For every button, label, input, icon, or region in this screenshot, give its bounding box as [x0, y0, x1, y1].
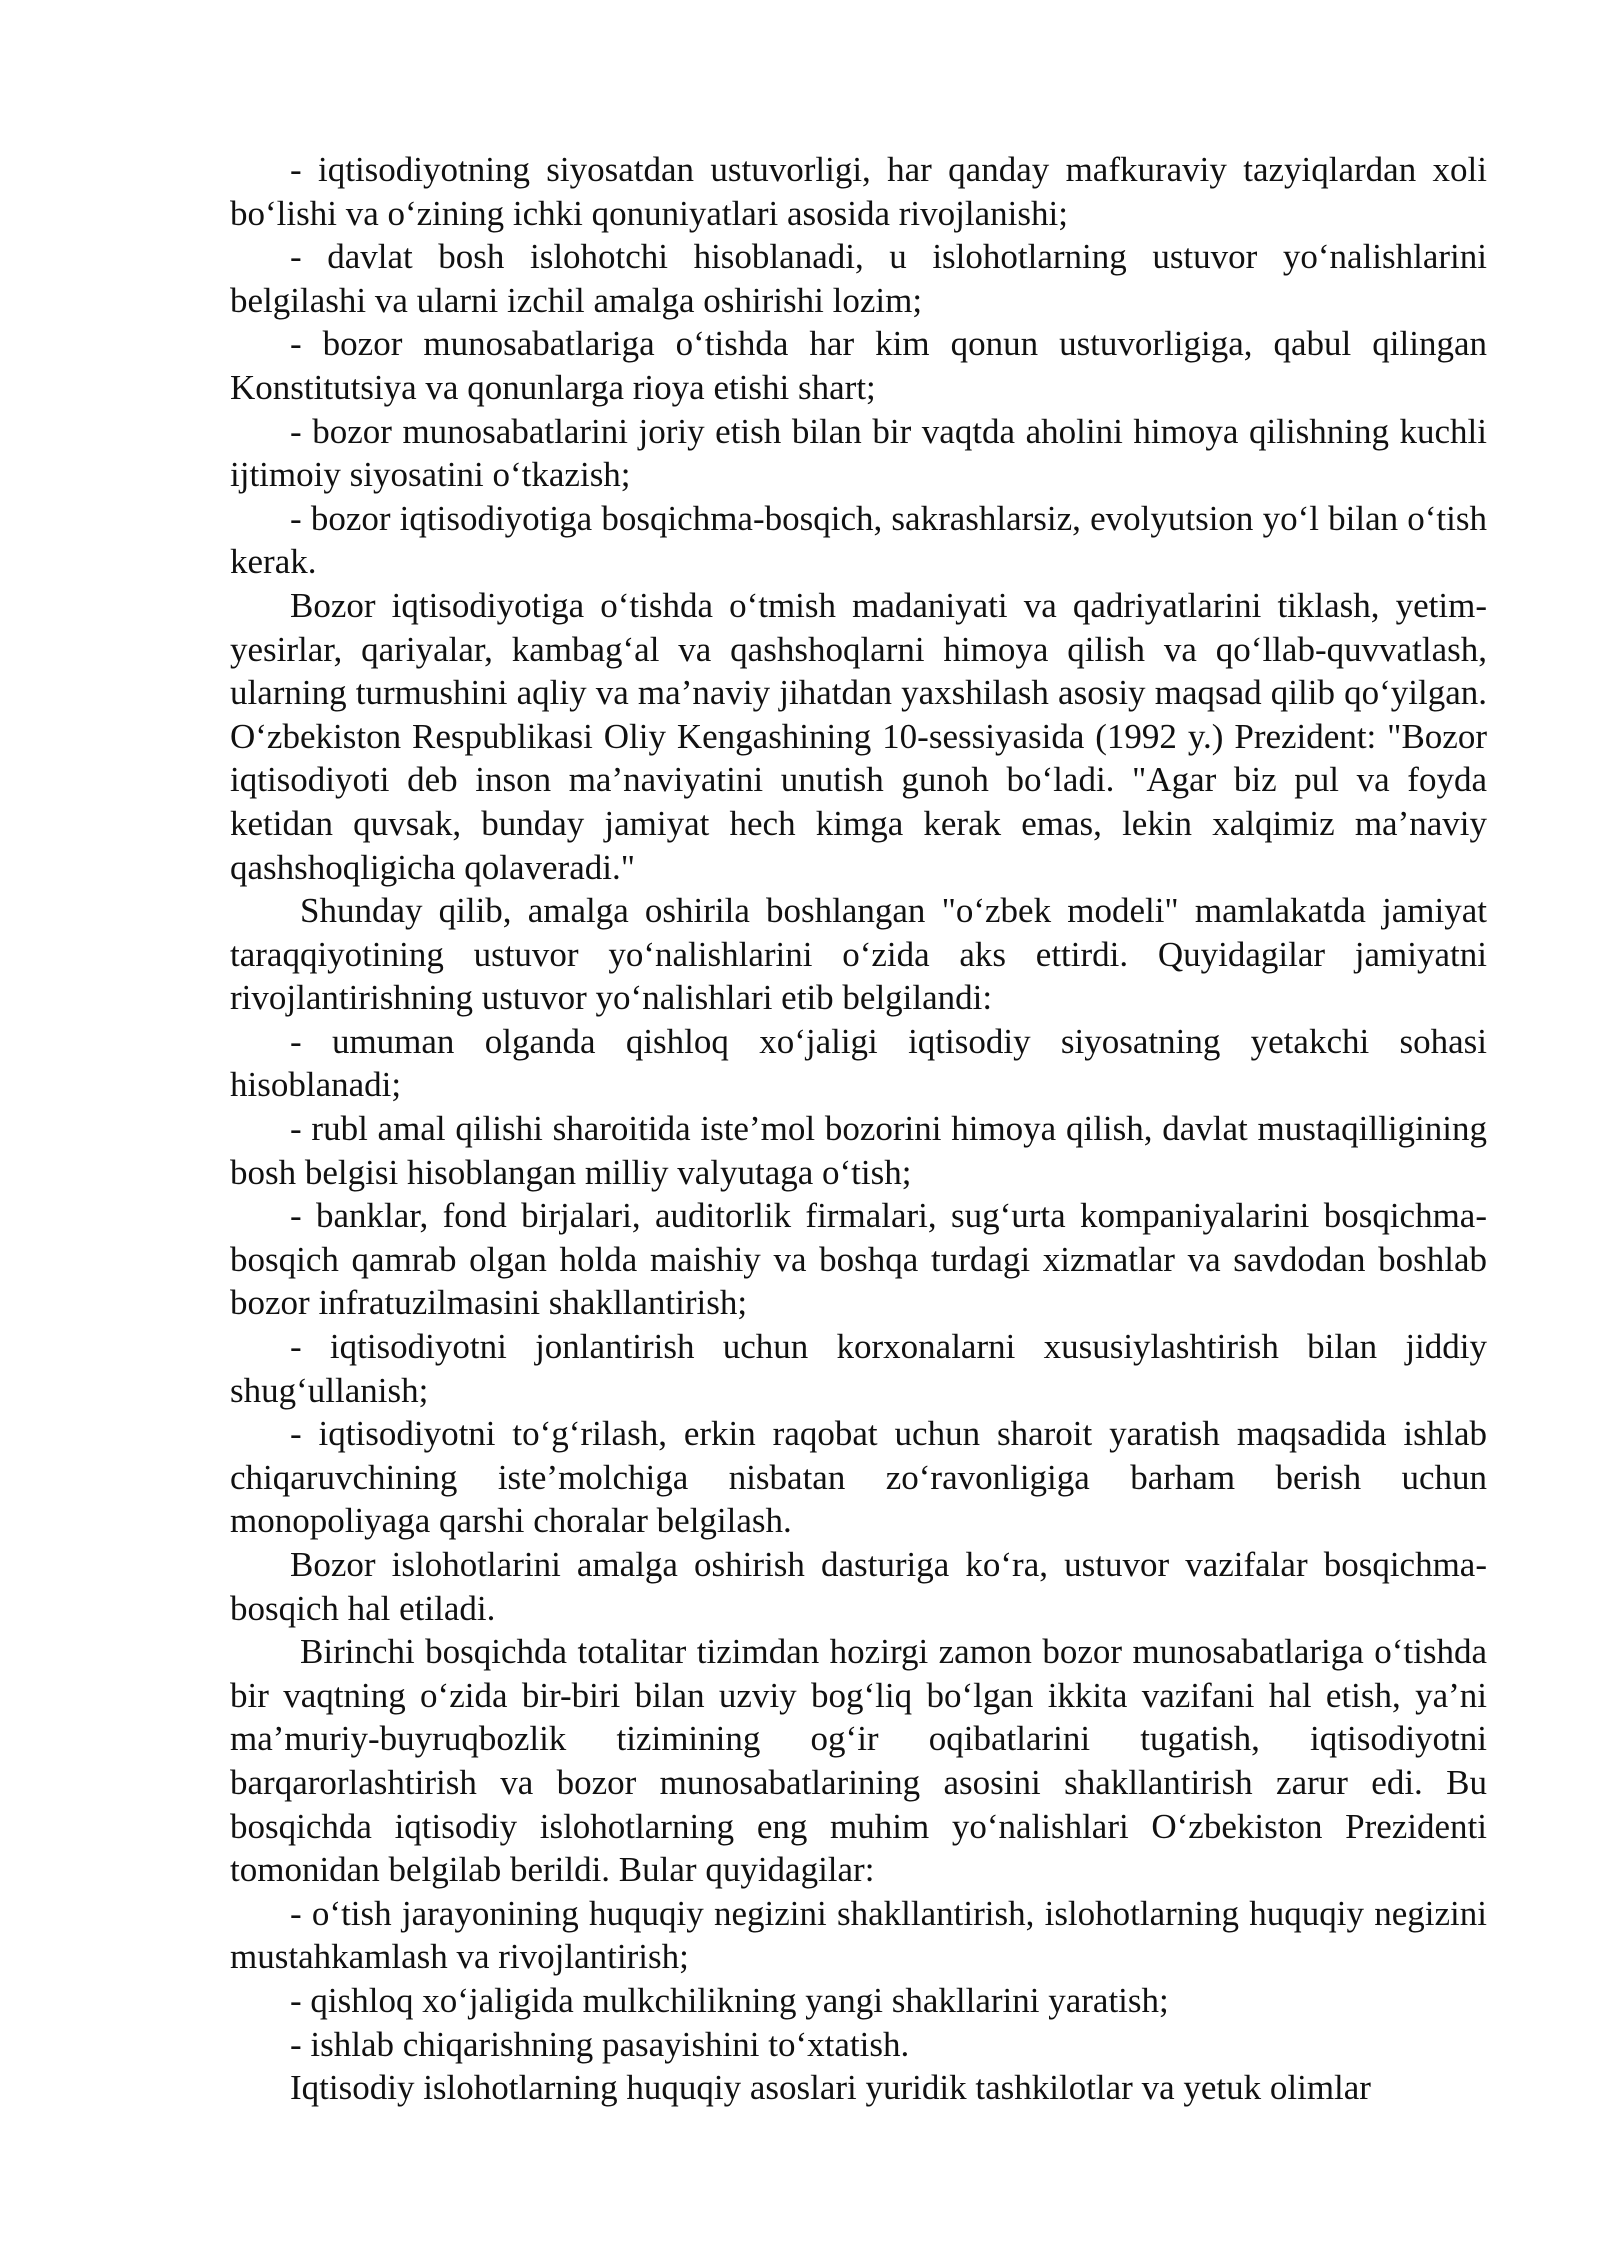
- list-item-rule-of-law: - bozor munosabatlariga o‘tishda har kim qonun ustuvorligiga, qabul qilingan Konstitutsiya va qonunlarga rioya etishi shart;: [230, 324, 1487, 407]
- paragraph-reform-program: Bozor islohotlarini amalga oshirish dasturiga ko‘ra, ustuvor vazifalar bosqichma-bosqich hal etiladi.: [230, 1545, 1487, 1628]
- paragraph-market-values: Bozor iqtisodiyotiga o‘tishda o‘tmish madaniyati va qadriyatlarini tiklash, yetim-yesirlar, qariyalar, kambag‘al va qashshoqlarni himoya qilish va qo‘llab-quvvatlash, ularning turmushini aqliy va ma’naviy jihatdan yaxshilash asosiy maqsad qilib qo‘yilgan. O‘zbekiston Respublikasi Oliy Kengashining 10-sessiyasida (1992 y.) Prezident: "Bozor iqtisodiyoti deb inson ma’naviyatini unutish gunoh bo‘ladi. "Agar biz pul va foyda ketidan quvsak, bunday jamiyat hech kimga kerak emas, lekin xalqimiz ma’naviy qashshoqligicha qolaveradi.": [230, 585, 1487, 887]
- list-item-economy-priority: - iqtisodiyotning siyosatdan ustuvorligi, har qanday mafkuraviy tazyiqlardan xoli bo‘lishi va o‘zining ichki qonuniyatlari asosida rivojlanishi;: [230, 150, 1487, 233]
- list-item-national-currency: - rubl amal qilishi sharoitida iste’mol bozorini himoya qilish, davlat mustaqilligining bosh belgisi hisoblangan milliy valyutaga o‘tish;: [230, 1109, 1487, 1192]
- list-item-market-infrastructure: - banklar, fond birjalari, auditorlik firmalari, sug‘urta kompaniyalarini bosqichma-bosqich qamrab olgan holda maishiy va boshqa turdagi xizmatlar va savdodan boshlab bozor infratuzilmasini shakllantirish;: [230, 1196, 1487, 1323]
- paragraph-uzbek-model: Shunday qilib, amalga oshirila boshlangan "o‘zbek modeli" mamlakatda jamiyat taraqqiyotining ustuvor yo‘nalishlarini o‘zida aks ettirdi. Quyidagilar jamiyatni rivojlantirishning ustuvor yo‘nalishlari etib belgilandi:: [230, 891, 1487, 1018]
- list-item-privatization: - iqtisodiyotni jonlantirish uchun korxonalarni xususiylashtirish bilan jiddiy shug‘ullanish;: [230, 1327, 1487, 1410]
- paragraph-legal-foundations: Iqtisodiy islohotlarning huquqiy asoslari yuridik tashkilotlar va yetuk olimlar: [290, 2068, 1371, 2108]
- list-item-state-reformer: - davlat bosh islohotchi hisoblanadi, u islohotlarning ustuvor yo‘nalishlarini belgilashi va ularni izchil amalga oshirishi lozim;: [230, 237, 1487, 320]
- list-item-stop-decline: - ishlab chiqarishning pasayishini to‘xtatish.: [290, 2024, 910, 2064]
- list-item-social-policy: - bozor munosabatlarini joriy etish bilan bir vaqtda aholini himoya qilishning kuchli ijtimoiy siyosatini o‘tkazish;: [230, 411, 1487, 495]
- list-item-agriculture: - umuman olganda qishloq xo‘jaligi iqtisodiy siyosatning yetakchi sohasi hisoblanadi;: [230, 1021, 1487, 1105]
- list-item-property-forms: - qishloq xo‘jaligida mulkchilikning yangi shakllarini yaratish;: [290, 1980, 1169, 2020]
- list-item-legal-basis: - o‘tish jarayonining huquqiy negizini shakllantirish, islohotlarning huquqiy negizini mustahkamlash va rivojlantirish;: [230, 1893, 1487, 1977]
- list-item-gradual-transition: - bozor iqtisodiyotiga bosqichma-bosqich, sakrashlarsiz, evolyutsion yo‘l bilan o‘tish kerak.: [230, 498, 1487, 582]
- paragraph-first-stage: Birinchi bosqichda totalitar tizimdan hozirgi zamon bozor munosabatlariga o‘tishda bir vaqtning o‘zida bir-biri bilan uzviy bog‘liq bo‘lgan ikkita vazifani hal etish, ya’ni ma’muriy-buyruqbozlik tizimining og‘ir oqibatlarini tugatish, iqtisodiyotni barqarorlashtirish va bozor munosabatlarining asosini shakllantirish zarur edi. Bu bosqichda iqtisodiy islohotlarning eng muhim yo‘nalishlari O‘zbekiston Prezidenti tomonidan belgilab berildi. Bular quyidagilar:: [230, 1632, 1487, 1890]
- document-page: [230, 148, 1487, 2110]
- list-item-antimonopoly: - iqtisodiyotni to‘g‘rilash, erkin raqobat uchun sharoit yaratish maqsadida ishlab chiqaruvchining iste’molchiga nisbatan zo‘ravonligiga barham berish uchun monopoliyaga qarshi choralar belgilash.: [230, 1414, 1487, 1541]
